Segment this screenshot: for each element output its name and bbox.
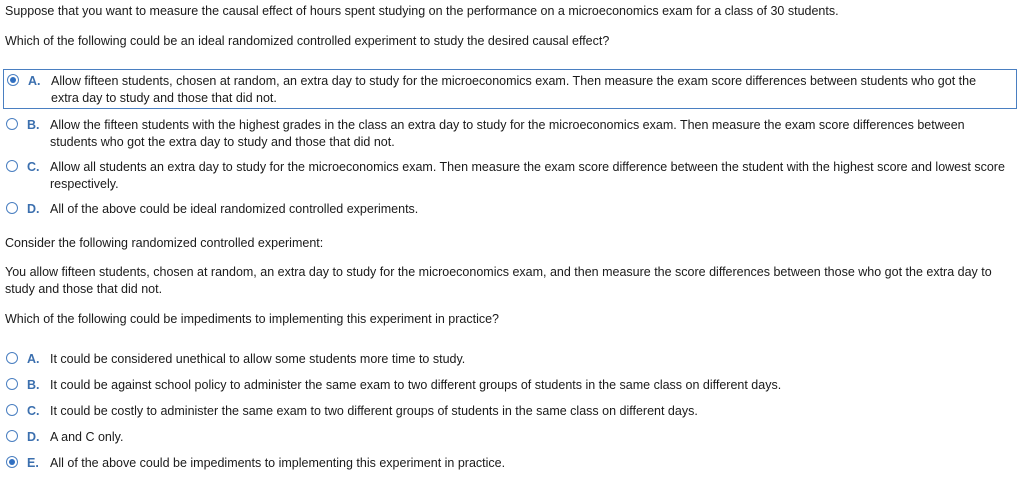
option-text: Allow the fifteen students with the highest grades in the class an extra day to study for the microeconomics exam. Then measure the exam score differences between students who got the extra day to study and those that did not. [50, 118, 965, 149]
radio-unselected-icon[interactable] [6, 404, 18, 416]
option-text: It could be considered unethical to allow some students more time to study. [50, 352, 466, 366]
question-1-intro: Suppose that you want to measure the causal effect of hours spent studying on the performance on a microeconomics exam for a class of 30 students. [5, 4, 839, 18]
q1-option-b[interactable] [3, 114, 1017, 153]
option-text: A and C only. [50, 430, 124, 444]
q1-option-d[interactable] [3, 198, 1017, 220]
q2-option-e[interactable] [3, 452, 1017, 474]
q2-option-d[interactable] [3, 426, 1017, 448]
option-letter: D. [27, 430, 40, 444]
question-2-intro: Consider the following randomized controlled experiment: [5, 236, 324, 250]
option-text: Allow all students an extra day to study for the microeconomics exam. Then measure the exam score difference between the student with the highest score and lowest score respectively. [50, 160, 1005, 191]
radio-unselected-icon[interactable] [6, 430, 18, 442]
option-text: It could be against school policy to administer the same exam to two different groups of students in the same class on different days. [50, 378, 782, 392]
radio-unselected-icon[interactable] [6, 352, 18, 364]
option-text: All of the above could be ideal randomized controlled experiments. [50, 202, 419, 216]
option-letter: A. [28, 74, 41, 88]
q2-option-b[interactable] [3, 374, 1017, 396]
q2-option-c[interactable] [3, 400, 1017, 422]
question-2-prompt: Which of the following could be impediments to implementing this experiment in practice? [5, 312, 499, 326]
option-letter: E. [27, 456, 39, 470]
radio-unselected-icon[interactable] [6, 378, 18, 390]
radio-unselected-icon[interactable] [6, 202, 18, 214]
option-text: All of the above could be impediments to implementing this experiment in practice. [50, 456, 506, 470]
option-letter: C. [27, 160, 40, 174]
option-letter: B. [27, 378, 40, 392]
option-letter: A. [27, 352, 40, 366]
option-letter: C. [27, 404, 40, 418]
q1-option-a[interactable] [3, 69, 1017, 109]
radio-unselected-icon[interactable] [6, 118, 18, 130]
radio-selected-icon[interactable] [6, 456, 18, 468]
q2-option-a[interactable] [3, 348, 1017, 370]
question-2-scenario: You allow fifteen students, chosen at random, an extra day to study for the microeconomics exam, and then measure the score differences between those who got the extra day to study and those that did not. [5, 265, 992, 296]
question-1-prompt: Which of the following could be an ideal randomized controlled experiment to study the desired causal effect? [5, 34, 610, 48]
option-letter: B. [27, 118, 40, 132]
option-text: Allow fifteen students, chosen at random, an extra day to study for the microeconomics exam. Then measure the exam score differences between students who got the extra day to study and those that did not. [51, 74, 977, 105]
q1-option-c[interactable] [3, 156, 1017, 195]
option-text: It could be costly to administer the same exam to two different groups of students in the same class on different days. [50, 404, 698, 418]
radio-selected-icon[interactable] [7, 74, 19, 86]
radio-unselected-icon[interactable] [6, 160, 18, 172]
option-letter: D. [27, 202, 40, 216]
